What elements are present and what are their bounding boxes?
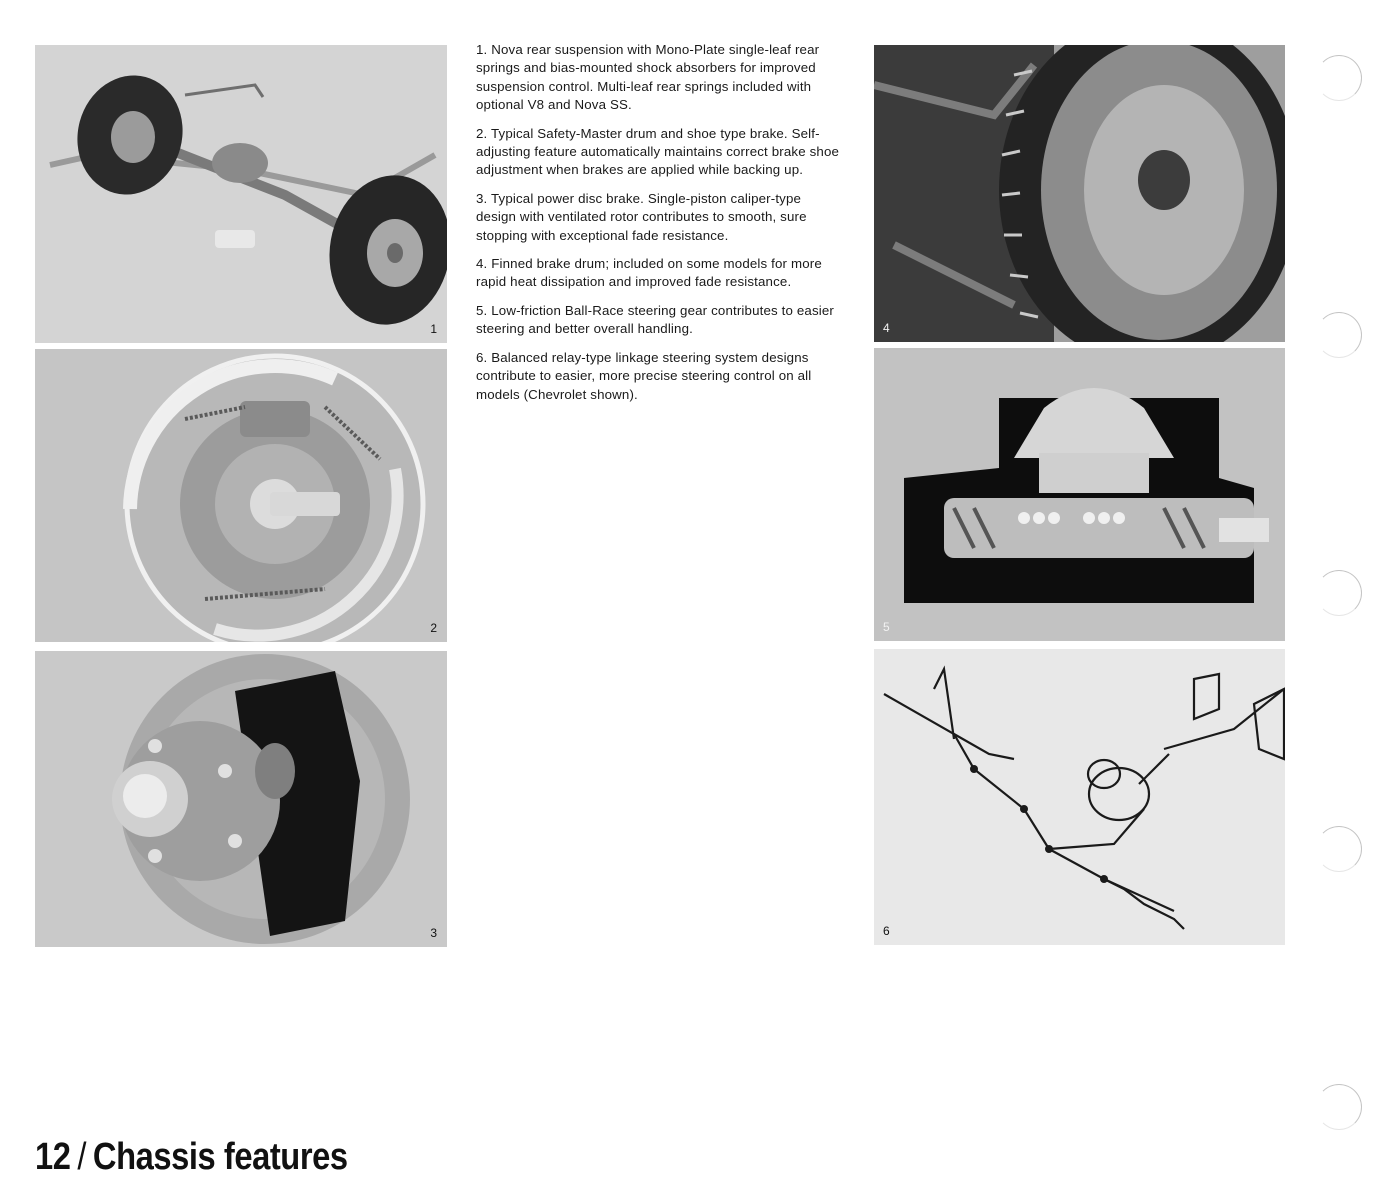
- drum-brake-illustration: [35, 349, 447, 642]
- figure-6-steering-linkage-photo: [874, 649, 1285, 945]
- binder-hole: [1316, 570, 1362, 616]
- section-title: Chassis features: [92, 1136, 348, 1178]
- caption-4: 4. Finned brake drum; included on some models for more rapid heat dissipation and improved fade resistance.: [476, 256, 822, 290]
- figure-2-label: 2: [430, 621, 437, 635]
- binder-hole: [1316, 55, 1362, 101]
- steering-linkage-illustration: [874, 649, 1285, 945]
- caption-6: 6. Balanced relay-type linkage steering system designs contribute to easier, more precise steering control on all models (Chevrolet shown).: [476, 349, 812, 402]
- figure-5-steering-gear-photo: [874, 348, 1285, 641]
- caption-5: 5. Low-friction Ball-Race steering gear contributes to easier steering and better overall handling.: [476, 302, 834, 337]
- caption-3: 3. Typical power disc brake. Single-piston caliper-type design with ventilated rotor contributes to smooth, sure stopping with exceptional fade resistance.: [476, 190, 807, 243]
- caption-2: 2. Typical Safety-Master drum and shoe type brake. Self-adjusting feature automatically maintains correct brake shoe adjustment when brakes are applied while backing up.: [476, 125, 840, 178]
- figure-5-label: 5: [883, 620, 890, 634]
- finned-drum-illustration: [874, 45, 1285, 342]
- binder-hole: [1316, 826, 1362, 872]
- caption-1: 1. Nova rear suspension with Mono-Plate single-leaf rear springs and bias-mounted shock absorbers for improved suspension control. Multi-leaf rear springs included with optional V8 and Nova SS.: [476, 42, 820, 113]
- figure-1-rear-suspension-photo: [35, 45, 447, 343]
- caption-list: [476, 41, 841, 414]
- figure-4-label: 4: [883, 321, 890, 335]
- binder-hole: [1316, 312, 1362, 358]
- binder-hole: [1316, 1084, 1362, 1130]
- figure-1-label: 1: [430, 322, 437, 336]
- disc-brake-illustration: [35, 651, 447, 947]
- figure-6-label: 6: [883, 924, 890, 938]
- page-title: [35, 1134, 348, 1180]
- figure-2-drum-brake-photo: [35, 349, 447, 642]
- figure-4-finned-drum-photo: [874, 45, 1285, 342]
- title-separator: /: [77, 1136, 87, 1178]
- figure-3-disc-brake-photo: [35, 651, 447, 947]
- rear-suspension-illustration: [35, 45, 447, 343]
- figure-3-label: 3: [430, 926, 437, 940]
- page-number: 12: [35, 1136, 71, 1178]
- steering-gear-illustration: [874, 348, 1285, 641]
